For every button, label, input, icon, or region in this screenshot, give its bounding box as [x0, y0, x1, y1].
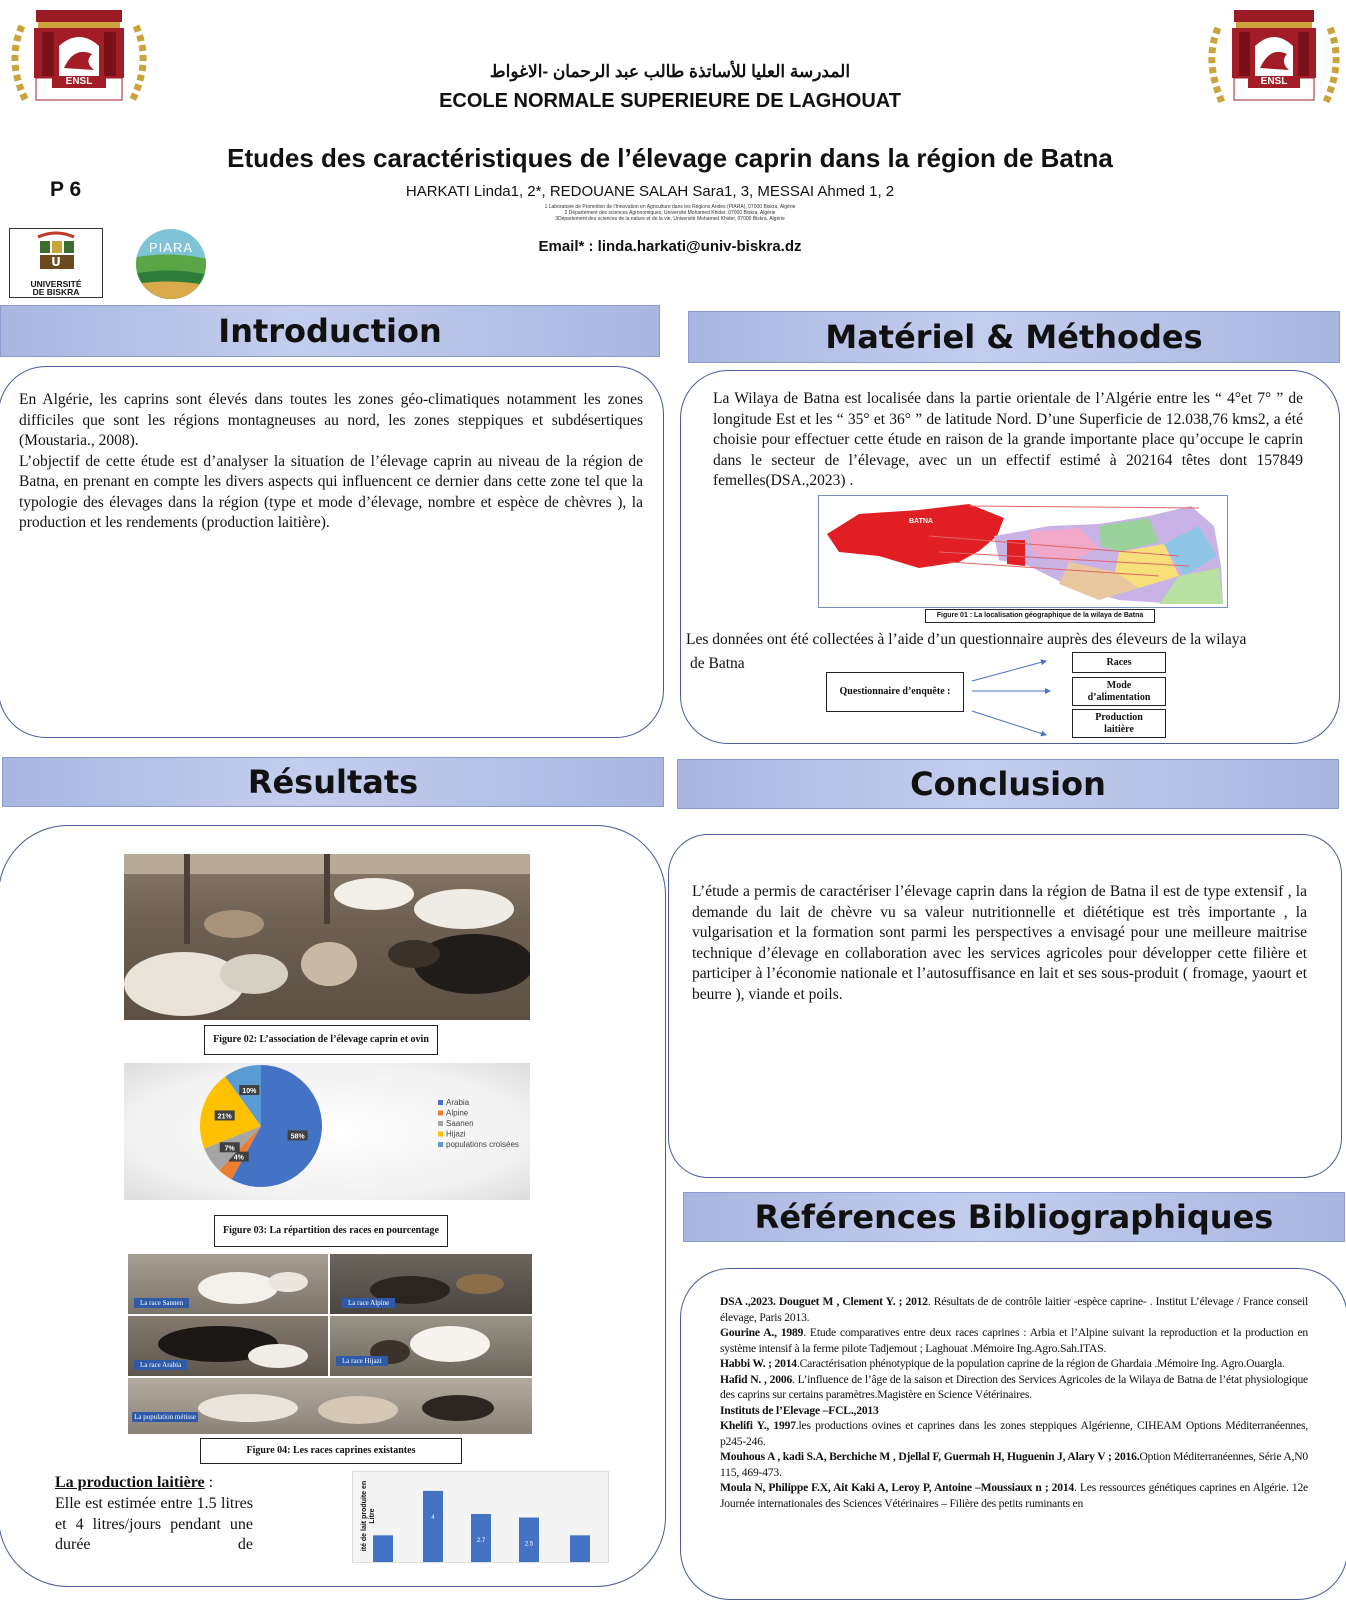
reference-item — [720, 1372, 1308, 1403]
box-milk-production: Production laitière — [1072, 709, 1166, 738]
milk-production-text: Elle est estimée entre 1.5 litres et 4 litres/jours pendant une durée de — [55, 1495, 253, 1553]
svg-text:U: U — [51, 255, 61, 269]
questionnaire-arrows — [966, 655, 1076, 745]
breed-label-mixed: La population métisse — [132, 1412, 198, 1422]
reference-author: Hafid N. , 2006 — [720, 1372, 793, 1386]
introduction-paragraph-1: En Algérie, les caprins sont élevés dans toutes les zones géo-climatiques notamment les zones difficiles que sont les régions montagneuses au nord, les zones steppiques et subdésertiques (Moustaria., 2008). — [19, 391, 643, 449]
breed-photo-arabia — [128, 1316, 328, 1376]
breed-label-alpine: La race Alpine — [342, 1298, 395, 1308]
affiliation-1: 1 Laboratoire de Promotion de l'Innovation en Agriculture dans les Régions Arides (PIARA), 07000 Biskra, Algérie — [544, 204, 796, 210]
milk-production-heading: La production laitière — [55, 1474, 205, 1491]
figure-3-chart — [124, 1063, 530, 1200]
legend-label: populations croisées — [446, 1140, 519, 1149]
legend-swatch — [438, 1100, 443, 1105]
breed-label-arabia: La race Arabia — [134, 1360, 187, 1370]
reference-details: .les productions ovines et caprines dans les zones steppiques Algérienne, CIHEAM Options Méditerranéennes, p245-246. — [720, 1419, 1308, 1448]
conclusion-text: L’étude a permis de caractériser l’élevage caprin dans la région de Batna il est de type extensif , la demande du lait de chèvre vu sa valeur nutritionnelle et diététique est très importante , la vulgarisation et la formation sont parmi les perspectives a envisagé pour une meilleure maitrise technique d’élevage en collaboration avec les services agricoles pour développer cette filière et participer à l’économie nationale et l’autosuffisance en lait et ses sous-produit ( fromage, yaourt et beurre ), viande et poils. — [692, 883, 1307, 1003]
reference-details: . Etude comparatives entre deux races caprines : Arbia et l’Alpine suivant la reproduction et la production en système intensif à la ferme pilote Tadjemout ; Laghouat .Mémoire Ing.Agro.Sah.ITAS. — [720, 1326, 1308, 1355]
box-feeding-mode: Mode d’alimentation — [1072, 677, 1166, 706]
figure-2-caption: Figure 02: L’association de l’élevage caprin et ovin — [204, 1025, 438, 1055]
legend-swatch — [438, 1121, 443, 1126]
legend-swatch — [438, 1132, 443, 1137]
reference-item — [720, 1418, 1308, 1449]
results-heading: Résultats — [2, 757, 664, 807]
breed-label-saanen: La race Sannen — [134, 1298, 189, 1308]
breed-photo-saanen — [128, 1254, 328, 1314]
figure-2-photo — [124, 854, 530, 1020]
affiliation-2: 2 Département des sciences Agronomiques, Université Mohamed Khider, 07000 Biskra, Algérie — [564, 210, 776, 216]
legend-label: Hijazi — [446, 1129, 466, 1139]
questionnaire-box: Questionnaire d’enquête : — [826, 672, 964, 712]
legend-swatch — [438, 1111, 443, 1116]
reference-author: Mouhous A , kadi S.A, Berchiche M , Djellal F, Guermah H, Huguenin J, Alary V ; 2016. — [720, 1450, 1140, 1463]
legend-swatch — [438, 1142, 443, 1147]
methods-paragraph-1: La Wilaya de Batna est localisée dans la partie orientale de l’Algérie entre les “ 4°et 7° ” de longitude Est et les “ 35° et 36° ” de latitude Nord. D’une Superficie de 12.038,76 kms2, a été choisie pour effectuer cette étude en raison de la grande importante place qu’occupe le caprin dans le secteur de l’élevage, avec un un effectif estimé à 202164 têtes dont 157849 femelles(DSA.,2023) . — [713, 390, 1303, 489]
bar-chart — [353, 1472, 608, 1562]
reference-details: . L’influence de l’âge de la saison et Direction des Services Agricoles de la Wilaya de Batna de l’état physiologique des caprins sur certains paramètres.Magistère en Science Vétérinaires. — [720, 1372, 1308, 1401]
authors: HARKATI Linda1, 2*, REDOUANE SALAH Sara1, 3, MESSAI Ahmed 1, 2 — [405, 183, 895, 200]
batna-map — [818, 495, 1228, 608]
bar-chart-ylabel: ité de lait produite en Litre — [361, 1480, 376, 1552]
piara-logo — [123, 226, 219, 300]
arabic-school-name: المدرسة العليا للأساتذة طالب عبد الرحمان -الاغواط — [489, 62, 851, 81]
reference-author: DSA .,2023. Douguet M , Clement Y. ; 2012 — [720, 1295, 928, 1308]
reference-item — [720, 1480, 1308, 1511]
breed-photo-hijazi — [330, 1316, 532, 1376]
reference-item — [720, 1449, 1308, 1480]
legend-label: Arabia — [446, 1098, 470, 1107]
ensl-logo-right — [1204, 6, 1344, 110]
poster-number: P 6 — [50, 178, 82, 201]
email: Email* : linda.harkati@univ-biskra.dz — [538, 238, 802, 255]
legend-label: Alpine — [446, 1108, 469, 1118]
reference-item — [720, 1403, 1308, 1419]
pie-value-label: 21% — [217, 1113, 232, 1121]
methods-paragraph-2a: Les données ont été collectées à l’aide d’un questionnaire auprès des éleveurs de la wilaya — [686, 631, 1247, 648]
reference-item — [720, 1356, 1308, 1372]
affiliation-3: 3Département des sciences de la nature et de la vie, Université Mohamed Khider, 07000 Biskra, Algérie — [555, 216, 785, 222]
pie-value-label: 4% — [233, 1154, 244, 1162]
milk-production-title — [55, 1474, 213, 1492]
box-races: Races — [1072, 652, 1166, 673]
pie-value-label: 10% — [242, 1088, 257, 1096]
figure-1-caption: Figure 01 : La localisation géographique de la wilaya de Batna — [925, 609, 1155, 623]
legend-label: Saanen — [446, 1119, 474, 1128]
pie-chart — [124, 1063, 530, 1200]
pie-value-label: 7% — [224, 1145, 235, 1153]
affiliations — [440, 204, 900, 222]
introduction-text — [19, 390, 643, 534]
breed-label-hijazi: La race Hijazi — [336, 1356, 388, 1366]
methods-heading: Matériel & Méthodes — [688, 311, 1340, 363]
university-biskra-logo-text: UNIVERSITÉ DE BISKRA — [30, 279, 82, 297]
reference-item — [720, 1325, 1308, 1356]
reference-author: Gourine A., 1989 — [720, 1326, 804, 1339]
milk-bar — [570, 1535, 590, 1562]
breed-photo-mixed — [128, 1378, 532, 1434]
breed-photo-alpine — [330, 1254, 532, 1314]
references-heading: Références Bibliographiques — [683, 1192, 1345, 1242]
reference-details: . Résultats de de contrôle laitier -espèce caprine- . Institut L’élevage / France conseil élevage, Paris 2013. — [720, 1295, 1308, 1324]
ensl-logo-text: ENSL — [52, 76, 106, 88]
methods-paragraph-2b: de Batna — [690, 655, 745, 672]
milk-bar-chart — [352, 1471, 609, 1563]
reference-details: Option Méditerranéennes, Série A,N0 115, 469-473. — [720, 1450, 1309, 1479]
school-name: ECOLE NORMALE SUPERIEURE DE LAGHOUAT — [439, 90, 901, 112]
ensl-logo-text: ENSL — [1248, 76, 1300, 88]
reference-item — [720, 1294, 1308, 1325]
map-label-batna: BATNA — [909, 518, 933, 525]
figure-4-caption: Figure 04: Les races caprines existantes — [200, 1438, 462, 1464]
figure-3-caption: Figure 03: La répartition des races en pourcentage — [214, 1215, 448, 1247]
milk-bar — [423, 1491, 443, 1562]
conclusion-heading: Conclusion — [677, 759, 1339, 809]
introduction-paragraph-2: L’objectif de cette étude est d’analyser la situation de l’élevage caprin au niveau de la région de Batna, en prenant en compte les divers aspects qui influencent ce dernier dans cette zone tel que la typologie des élevages dans la région (type et mode d’élevage, nombre et espèce de chèvres ), la production et les rendements (production laitière). — [19, 452, 643, 531]
references-list — [720, 1294, 1308, 1511]
reference-author: Habbi W. ; 2014 — [720, 1357, 797, 1370]
milk-bar-value: 2.5 — [524, 1541, 534, 1548]
poster-title: Etudes des caractéristiques de l’élevage caprin dans la région de Batna — [227, 143, 1113, 173]
introduction-heading: Introduction — [0, 305, 660, 357]
piara-logo-text: PIARA — [148, 240, 193, 255]
reference-author: Moula N, Philippe F.X, Ait Kaki A, Leroy P, Antoine –Moussiaux n ; 2014 — [720, 1481, 1075, 1494]
reference-details: .Caractérisation phénotypique de la population caprine de la région de Ghardaia .Mémoire Ing. Agro.Ouargla. — [796, 1357, 1285, 1370]
university-biskra-logo — [9, 228, 103, 298]
milk-bar — [519, 1518, 539, 1562]
ensl-logo-left — [4, 6, 154, 110]
milk-production-colon: : — [204, 1474, 214, 1491]
reference-author: Instituts de l’Elevage –FCL.,2013 — [720, 1403, 879, 1417]
reference-details: . Les ressources génétiques caprines en Algérie. 12e Journée internationales des Sciences Vétérinaires – Filière des petits ruminants en — [720, 1481, 1308, 1510]
milk-bar-value: 4 — [431, 1514, 435, 1521]
pie-value-label: 58% — [290, 1133, 305, 1141]
reference-author: Khelifi Y., 1997 — [720, 1419, 796, 1432]
milk-bar-value: 2.7 — [476, 1538, 486, 1544]
